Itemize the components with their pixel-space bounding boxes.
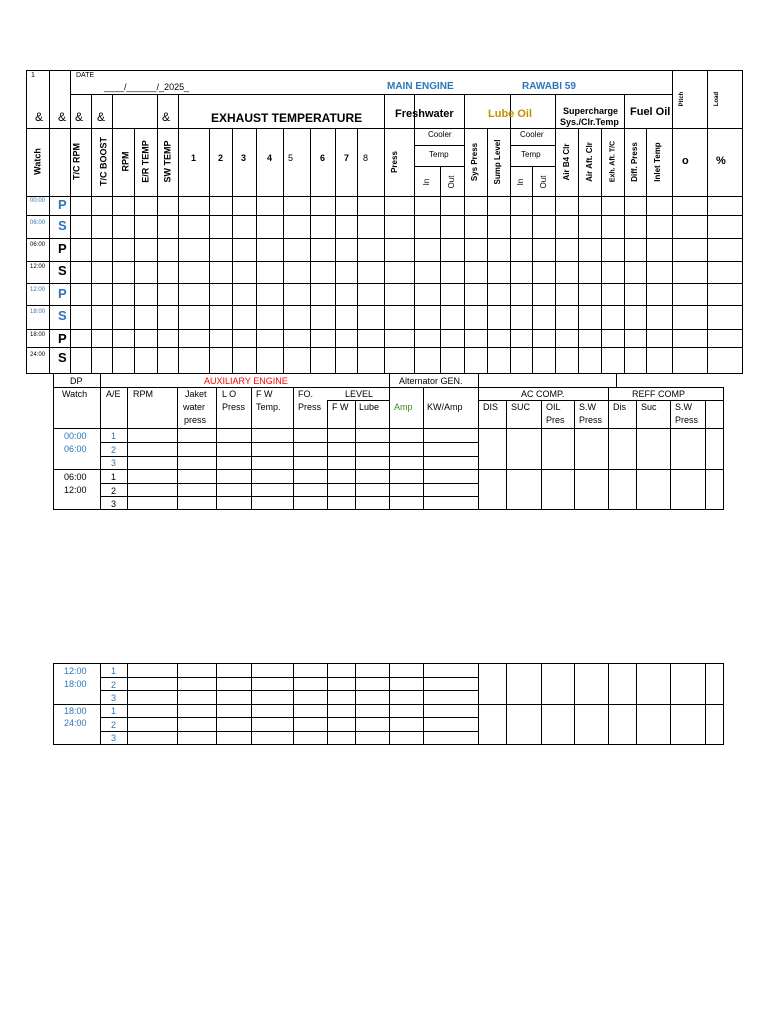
cylinder-5: 5 <box>288 153 294 163</box>
aux-unit: 3 <box>111 733 117 743</box>
freshwater-header: Freshwater <box>395 108 454 120</box>
aux-watch-from: 00:00 <box>64 431 87 441</box>
pitch-label: Pitch <box>679 91 685 107</box>
watch-time: 12:00 <box>30 264 46 270</box>
col-sw-temp: SW TEMP <box>162 140 173 183</box>
ac-sw-line1: S.W <box>579 402 596 412</box>
aux-watch-header: Watch <box>62 389 88 399</box>
vessel-name: RAWABI 59 <box>522 81 576 92</box>
fo-press-line1: FO. <box>298 389 313 399</box>
lo-in-label: In <box>516 178 525 186</box>
fw-cooler-label: Cooler <box>428 130 452 139</box>
fw-temp-label: Temp <box>429 150 449 159</box>
reff-comp-header: REFF COMP <box>632 389 685 399</box>
lo-out-label: Out <box>539 175 548 189</box>
aux-unit: 1 <box>111 431 117 441</box>
form-number: 1 <box>31 72 35 79</box>
fo-press-line2: Press <box>298 402 322 412</box>
aux-watch-from: 06:00 <box>64 472 87 482</box>
load-label: Load <box>714 91 720 107</box>
watch-time: 06:00 <box>30 220 46 226</box>
load-unit: % <box>716 155 726 167</box>
aux-watch-to: 12:00 <box>64 485 87 495</box>
watch-time: 18:00 <box>30 332 46 338</box>
watch-side-p: P <box>58 197 67 212</box>
reff-suc-header: Suc <box>641 402 657 412</box>
aux-unit: 2 <box>111 720 117 730</box>
col-exh-aft-tc: Exh. Aft. T/C <box>609 140 617 183</box>
watch-side-p: P <box>58 331 67 346</box>
supercharge-header-2: Sys./Clr.Temp <box>560 117 619 127</box>
jaket-line3: press <box>184 415 207 425</box>
pitch-unit: o <box>682 155 689 167</box>
aux-ae-header: A/E <box>106 389 121 399</box>
aux-unit: 2 <box>111 486 117 496</box>
fw-temp-line2: Temp. <box>256 402 281 412</box>
fuel-oil-header: Fuel Oil <box>630 106 671 118</box>
cylinder-6: 6 <box>320 153 326 163</box>
alternator-label: Alternator GEN. <box>399 376 463 386</box>
cylinder-4: 4 <box>267 153 273 163</box>
watch-time: 12:00 <box>30 287 46 293</box>
auxiliary-engine-title: AUXILIARY ENGINE <box>204 376 288 386</box>
date-field[interactable]: ____/______/_2025_ <box>104 82 190 92</box>
ac-dis-header: DIS <box>483 402 499 412</box>
col-air-aft-clr: Air Aft. Clr <box>585 142 594 182</box>
cylinder-7: 7 <box>344 153 350 163</box>
cylinder-3: 3 <box>241 153 247 163</box>
aux-unit: 2 <box>111 445 117 455</box>
lo-press-line1: L O <box>222 389 237 399</box>
watch-side-p: P <box>58 286 67 301</box>
col-sys-press: Sys Press <box>470 142 479 182</box>
reff-dis-header: Dis <box>613 402 626 412</box>
aux-unit: 3 <box>111 693 117 703</box>
aux-unit: 1 <box>111 666 117 676</box>
watch-time: 18:00 <box>30 309 46 315</box>
watch-time: 00:00 <box>30 198 46 204</box>
level-fw: F W <box>332 402 349 412</box>
cylinder-2: 2 <box>218 153 224 163</box>
aux-watch-to: 06:00 <box>64 444 87 454</box>
aux-unit: 2 <box>111 680 117 690</box>
col-tc-rpm: T/C RPM <box>71 143 82 180</box>
col-rpm: RPM <box>120 151 131 172</box>
col-sump-level: Sump Level <box>493 139 502 185</box>
watch-time: 06:00 <box>30 242 46 248</box>
aux-watch-from: 18:00 <box>64 706 87 716</box>
date-label: DATE <box>76 72 95 79</box>
main-engine-title: MAIN ENGINE <box>387 81 454 92</box>
watch-side-p: P <box>58 241 67 256</box>
col-er-temp: E/R TEMP <box>140 140 151 183</box>
fw-temp-line1: F W <box>256 389 273 399</box>
jaket-line2: water <box>183 402 206 412</box>
col-diff-press: Diff. Press <box>630 142 639 182</box>
dp-label: DP <box>70 376 83 386</box>
lo-temp-label: Temp <box>521 150 541 159</box>
lo-cooler-label: Cooler <box>520 130 544 139</box>
ac-sw-line2: Press <box>579 415 603 425</box>
amp-watch: & <box>35 110 44 124</box>
aux-watch-to: 18:00 <box>64 679 87 689</box>
ac-suc-header: SUC <box>511 402 531 412</box>
cylinder-1: 1 <box>191 153 197 163</box>
col-fw-press: Press <box>390 151 399 173</box>
fw-out-label: Out <box>447 175 456 189</box>
ac-oil-line1: OIL <box>546 402 561 412</box>
aux-unit: 3 <box>111 458 117 468</box>
lube-oil-header: Lube Oil <box>488 108 532 120</box>
col-inlet-temp: Inlet Temp <box>653 142 662 182</box>
amp-4: & <box>97 110 106 124</box>
amp-2: & <box>58 110 67 124</box>
cylinder-8: 8 <box>363 153 369 163</box>
level-header: LEVEL <box>345 389 374 399</box>
lo-press-line2: Press <box>222 402 246 412</box>
aux-watch-to: 24:00 <box>64 718 87 728</box>
aux-unit: 1 <box>111 706 117 716</box>
watch-side-s: S <box>58 350 67 365</box>
aux-watch-from: 12:00 <box>64 666 87 676</box>
aux-unit: 3 <box>111 499 117 509</box>
amp-5: & <box>162 110 171 124</box>
ac-oil-line2: Pres <box>546 415 565 425</box>
ac-comp-header: AC COMP. <box>521 389 565 399</box>
amp-3: & <box>75 110 84 124</box>
col-watch: Watch <box>32 148 43 175</box>
col-air-b4-clr: Air B4 Clr <box>562 143 571 181</box>
exhaust-temperature-title: EXHAUST TEMPERATURE <box>211 111 363 125</box>
reff-sw-line2: Press <box>675 415 699 425</box>
amp-header: Amp <box>394 402 413 412</box>
col-tc-boost: T/C BOOST <box>98 137 109 186</box>
fw-in-label: In <box>422 178 431 186</box>
aux-unit: 1 <box>111 472 117 482</box>
kw-amp-header: KW/Amp <box>427 402 463 412</box>
reff-sw-line1: S.W <box>675 402 692 412</box>
watch-side-s: S <box>58 308 67 323</box>
watch-side-s: S <box>58 263 67 278</box>
aux-rpm-header: RPM <box>133 389 153 399</box>
jaket-line1: Jaket <box>185 389 207 399</box>
watch-time: 24:00 <box>30 352 46 358</box>
supercharge-header-1: Supercharge <box>563 106 619 116</box>
level-lube: Lube <box>359 402 380 412</box>
watch-side-s: S <box>58 218 67 233</box>
